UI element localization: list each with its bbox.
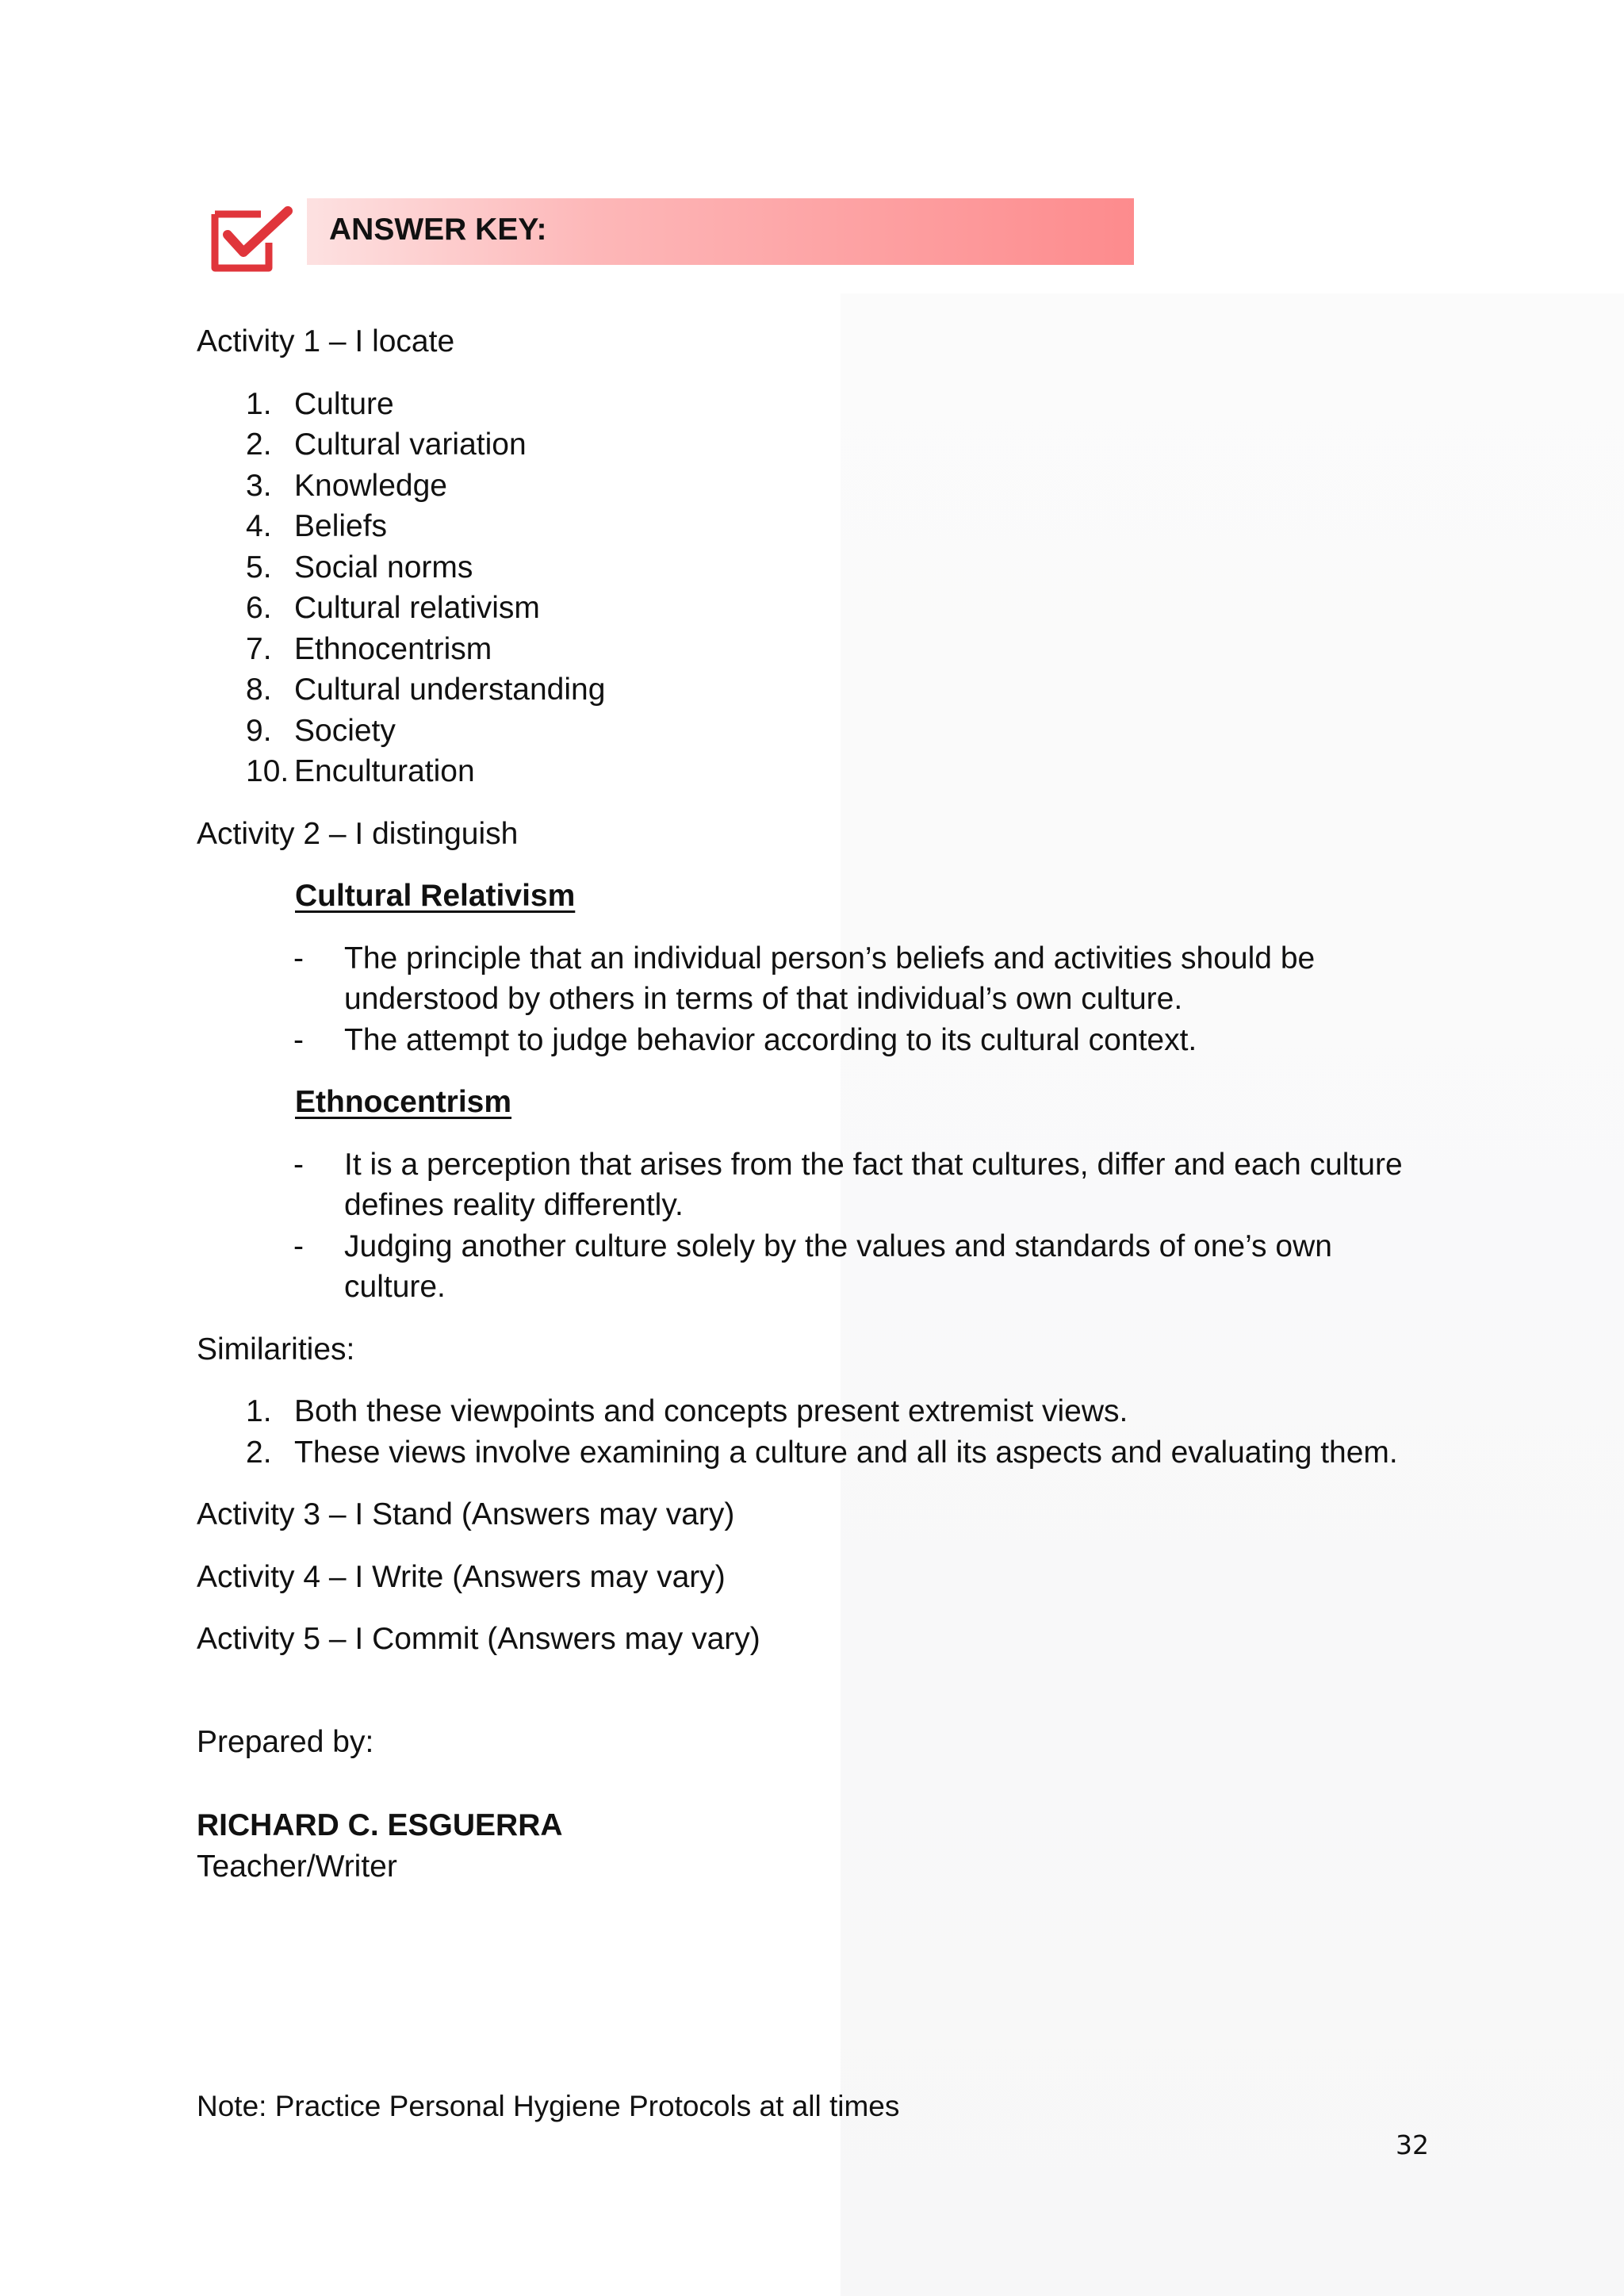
list-item: 2. These views involve examining a culture and all its aspects and evaluating them.: [246, 1435, 1398, 1470]
list-item: 5. Social norms: [246, 550, 473, 585]
activity-2-heading: Activity 2 – I distinguish: [197, 816, 519, 851]
list-item: 1. Both these viewpoints and concepts present extremist views.: [246, 1394, 1128, 1428]
activity-4-heading: Activity 4 – I Write (Answers may vary): [197, 1559, 726, 1594]
prepared-by-label: Prepared by:: [197, 1724, 374, 1759]
list-item: 1. Culture: [246, 386, 394, 421]
list-item: - The attempt to judge behavior according to its cultural context.: [293, 1022, 1197, 1057]
activity-5-heading: Activity 5 – I Commit (Answers may vary): [197, 1622, 760, 1656]
preparer-name: RICHARD C. ESGUERRA: [197, 1808, 563, 1842]
footer-note: Note: Practice Personal Hygiene Protocols at all times: [197, 2090, 900, 2122]
answer-key-header: [210, 197, 1134, 276]
similarities-list: [197, 1391, 1434, 1473]
cultural-relativism-heading: Cultural Relativism: [295, 879, 576, 913]
answer-key-title: ANSWER KEY:: [329, 213, 547, 247]
list-item: 10. Enculturation: [246, 754, 475, 788]
list-item: 9. Society: [246, 713, 396, 748]
list-item: 7. Ethnocentrism: [246, 631, 492, 666]
list-item: 2. Cultural variation: [246, 427, 527, 462]
activity-3-heading: Activity 3 – I Stand (Answers may vary): [197, 1497, 735, 1531]
check-box-icon: [210, 203, 294, 273]
cultural-relativism-points: [197, 938, 1434, 1061]
list-item: - The principle that an individual person’s beliefs and activities should be understood by others in terms of that individual’s own culture.: [293, 941, 1316, 1016]
list-item: 3. Knowledge: [246, 468, 447, 503]
list-item: - Judging another culture solely by the values and standards of one’s own culture.: [293, 1228, 1332, 1304]
list-item: 8. Cultural understanding: [246, 673, 606, 707]
answer-key-banner: [307, 198, 1134, 265]
list-item: - It is a perception that arises from the fact that cultures, differ and each culture defines reality differently.: [293, 1147, 1403, 1222]
activity-1-heading: Activity 1 – I locate: [197, 324, 455, 358]
ethnocentrism-points: [197, 1144, 1434, 1308]
list-item: 4. Beliefs: [246, 509, 388, 543]
page-number: 32: [1396, 2129, 1429, 2160]
preparer-role: Teacher/Writer: [197, 1849, 397, 1884]
list-item: 6. Cultural relativism: [246, 591, 540, 625]
similarities-heading: Similarities:: [197, 1332, 355, 1366]
answer-key-content: [197, 321, 1434, 1887]
activity-1-list: [197, 384, 1434, 792]
ethnocentrism-heading: Ethnocentrism: [295, 1085, 512, 1119]
